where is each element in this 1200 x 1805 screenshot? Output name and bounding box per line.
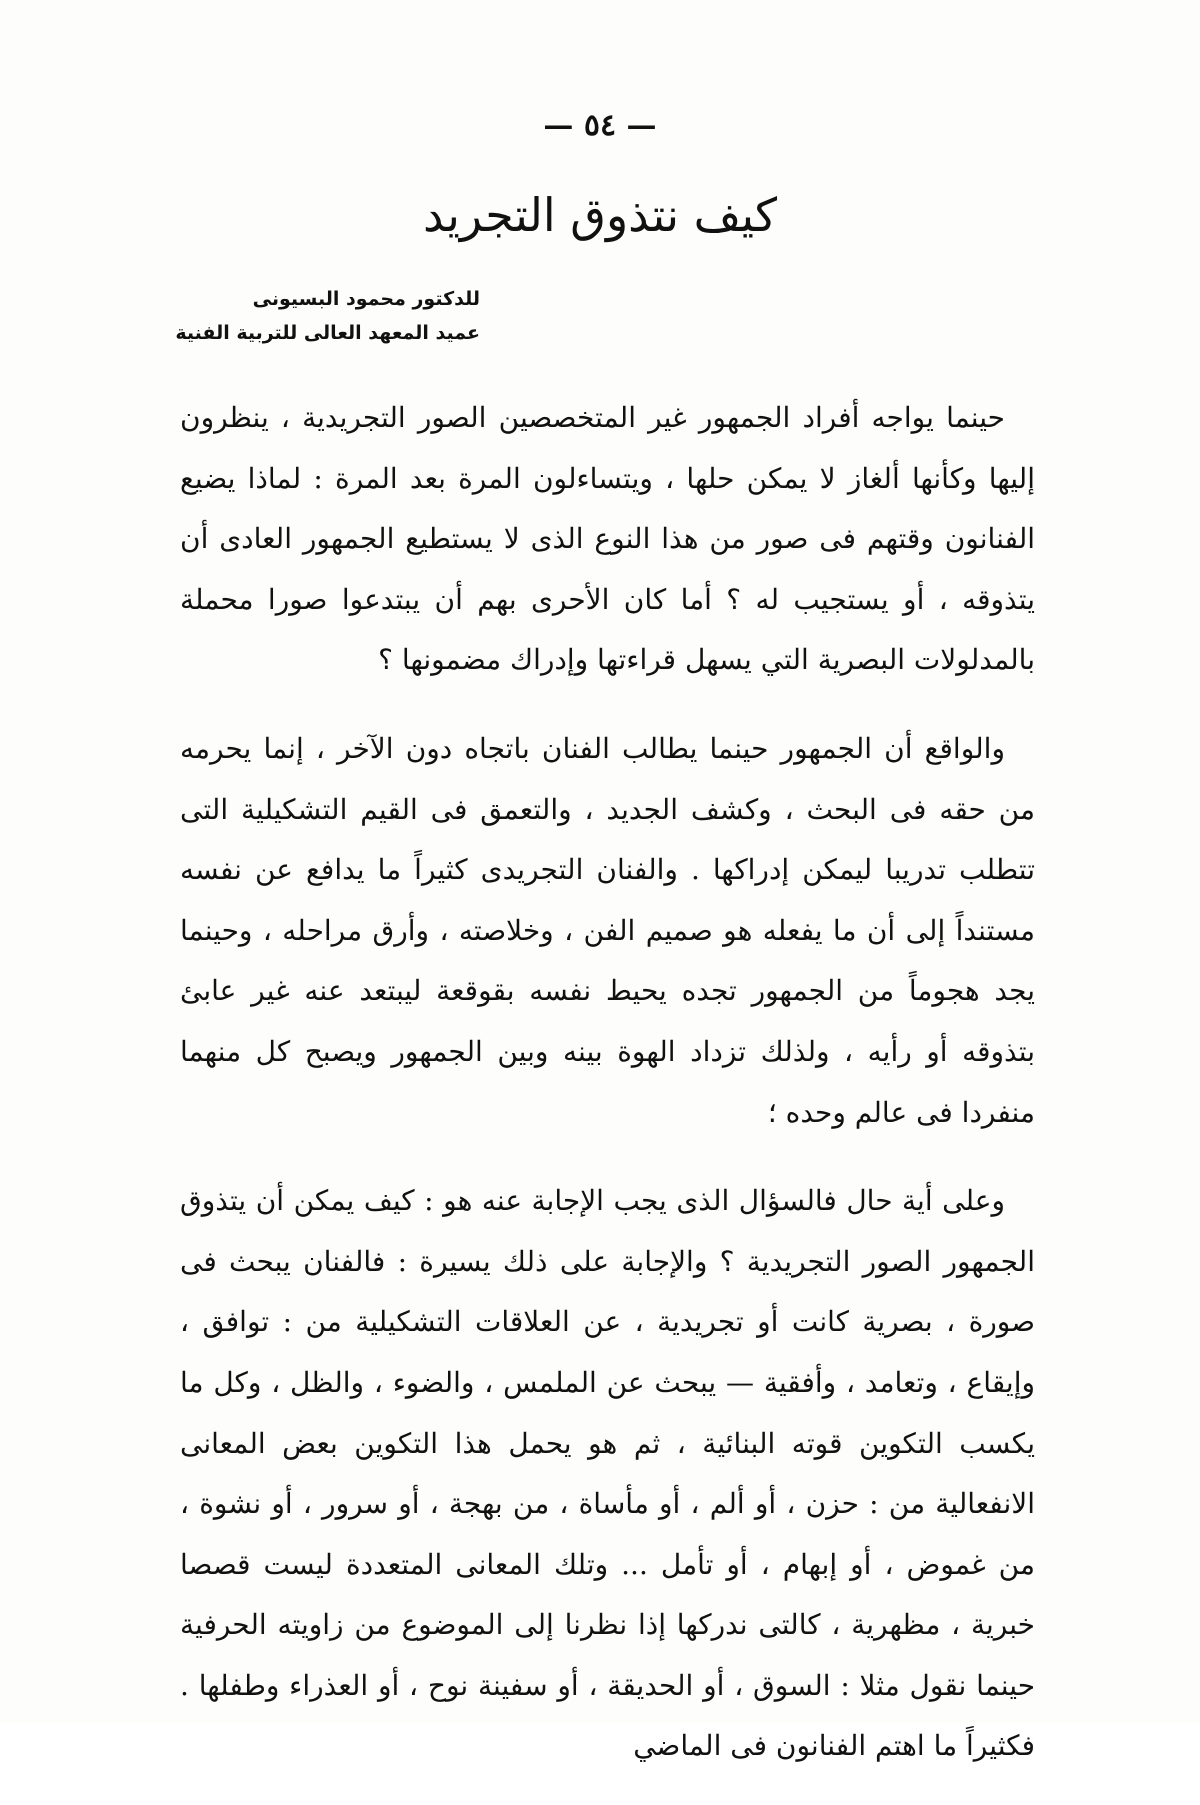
- article-title: كيف نتذوق التجريد: [422, 188, 778, 242]
- page-number: — ٥٤ —: [543, 108, 657, 143]
- article-body: [180, 388, 1035, 1805]
- paragraph: والواقع أن الجمهور حينما يطالب الفنان باتجاه دون الآخر ، إنما يحرمه من حقه فى البحث ، وكشف الجديد ، والتعمق فى القيم التشكيلية التى تتطلب تدريبا ليمكن إدراكها . والفنان التجريدى كثيراً ما يدافع عن نفسه مستنداً إلى أن ما يفعله هو صميم الفن ، وخلاصته ، وأرق مراحله ، وحينما يجد هجوماً من الجمهور تجده يحيط نفسه بقوقعة ليبتعد عنه غير عابئ بتذوقه أو رأيه ، ولذلك تزداد الهوة بينه وبين الجمهور ويصبح كل منهما منفردا فى عالم وحده ؛: [180, 731, 1035, 1129]
- paragraph: حينما يواجه أفراد الجمهور غير المتخصصين الصور التجريدية ، ينظرون إليها وكأنها ألغاز لا يمكن حلها ، ويتساءلون المرة بعد المرة : لماذا يضيع الفنانون وقتهم فى صور من هذا النوع الذى لا يستطيع الجمهور العادى أن يتذوقه ، أو يستجيب له ؟ أما كان الأحرى بهم أن يبتدعوا صورا محملة بالمدلولات البصرية التي يسهل قراءتها وإدراك مضمونها ؟: [180, 401, 1035, 677]
- author-block: [175, 282, 480, 350]
- paragraph: وعلى أية حال فالسؤال الذى يجب الإجابة عنه هو : كيف يمكن أن يتذوق الجمهور الصور التجريدية ؟ والإجابة على ذلك يسيرة : فالفنان يبحث فى صورة ، بصرية كانت أو تجريدية ، عن العلاقات التشكيلية من : توافق ، وإيقاع ، وتعامد ، وأفقية — يبحث عن الملمس ، والضوء ، والظل ، وكل ما يكسب التكوين قوته البنائية ، ثم هو يحمل هذا التكوين بعض المعانى الانفعالية من : حزن ، أو ألم ، أو مأساة ، من بهجة ، أو سرور ، أو نشوة ، من غموض ، أو إبهام ، أو تأمل ... وتلك المعانى المتعددة ليست قصصا خبرية ، مظهرية ، كالتى ندركها إذا نظرنا إلى الموضوع من زاويته الحرفية حينما نقول مثلا : السوق ، أو الحديقة ، أو سفينة نوح ، أو العذراء وطفلها . فكثيراً ما اهتم الفنانون فى الماضي: [180, 1184, 1035, 1763]
- author-position: عميد المعهد العالى للتربية الفنية: [175, 322, 480, 344]
- author-name: للدكتور محمود البسيونى: [252, 288, 480, 310]
